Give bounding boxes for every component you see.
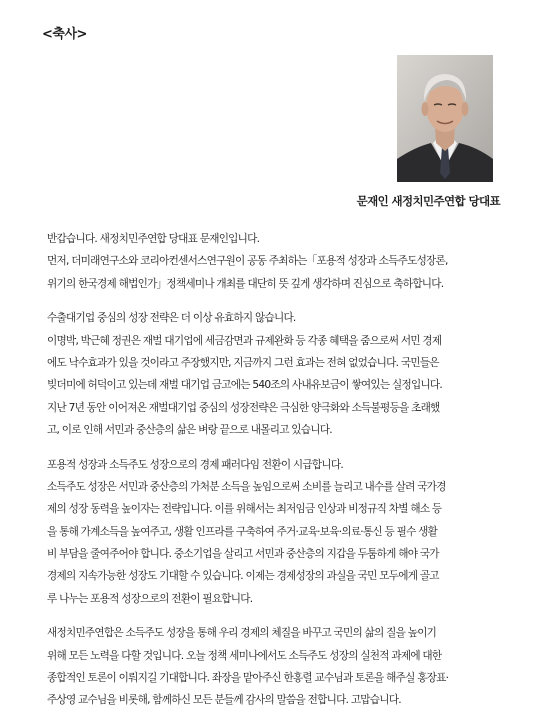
text-line: 고, 이로 인해 서민과 중산층의 삶은 벼랑 끝으로 내몰리고 있습니다.: [47, 424, 332, 437]
text-line: 반갑습니다. 새정치민주연합 당대표 문재인입니다.: [47, 233, 260, 245]
paragraph: [47, 228, 507, 295]
portrait-photo: [397, 55, 493, 182]
text-line: 종합적인 토론이 이뤄지길 기대합니다. 좌장을 맡아주신 한홍렬 교수님과 토론을 해주실 홍장표·: [47, 672, 449, 685]
text-line: 수출대기업 중심의 성장 전략은 더 이상 유효하지 않습니다.: [47, 312, 296, 325]
text-line: 지난 7년 동안 이어져온 재벌대기업 중심의 성장전략은 극심한 양극화와 소득불평등을 초래했: [47, 401, 440, 414]
text-line: 경제의 지속가능한 성장도 기대할 수 있습니다. 이제는 경제성장의 과실을 국민 모두에게 골고: [47, 570, 439, 583]
text-line: 이명박, 박근혜 정권은 재벌 대기업에 세금감면과 규제완화 등 각종 혜택을 줌으로써 서민 경제: [47, 334, 442, 347]
text-line: 에도 낙수효과가 있을 것이라고 주장했지만, 지금까지 그런 효과는 전혀 없었습니다. 국민들은: [47, 356, 439, 369]
text-line: 먼저, 더미래연구소와 코리아컨센서스연구원이 공동 주최하는「포용적 성장과 소득주도성장론,: [47, 255, 448, 268]
text-line: 포용적 성장과 소득주도 성장으로의 경제 패러다임 전환이 시급합니다.: [47, 458, 343, 471]
text-line: 제의 성장 동력을 높이자는 전략입니다. 이를 위해서는 최저임금 인상과 비정규직 차별 해소 등: [47, 503, 442, 516]
paragraph: [47, 454, 507, 611]
text-line: 주상영 교수님을 비롯해, 함께하신 모든 분들께 감사의 말씀을 전합니다. 고맙습니다.: [47, 694, 401, 707]
text-line: 빚더미에 허덕이고 있는데 재벌 대기업 금고에는 540조의 사내유보금이 쌓여있는 실정입니다.: [47, 379, 443, 392]
text-line: 을 통해 가계소득을 높여주고, 생활 인프라를 구축하여 주거·교육·보육·의료·통신 등 필수 생활: [47, 525, 438, 538]
author-byline: 문재인 새정치민주연합 당대표: [356, 194, 500, 208]
paragraph: [47, 307, 507, 441]
section-heading: <축사>: [42, 27, 87, 42]
text-line: 새정치민주연합은 소득주도 성장을 통해 우리 경제의 체질을 바꾸고 국민의 삶의 질을 높이기: [47, 627, 437, 640]
speech-body: [47, 228, 507, 712]
text-line: 위해 모든 노력을 다할 것입니다. 오늘 정책 세미나에서도 소득주도 성장의 실천적 과제에 대한: [47, 649, 442, 662]
text-line: 비 부담을 줄여주어야 합니다. 중소기업을 살리고 서민과 중산층의 지갑을 두툼하게 해야 국가: [47, 548, 439, 561]
paragraph: [47, 622, 507, 712]
text-line: 소득주도 성장은 서민과 중산층의 가처분 소득을 높임으로써 소비를 늘리고 내수를 살려 국가경: [47, 480, 446, 493]
text-line: 루 나누는 포용적 성장으로의 전환이 필요합니다.: [47, 592, 253, 605]
text-line: 위기의 한국경제 해법인가」정책세미나 개최를 대단히 뜻 깊게 생각하며 진심으로 축하합니다.: [47, 277, 444, 290]
